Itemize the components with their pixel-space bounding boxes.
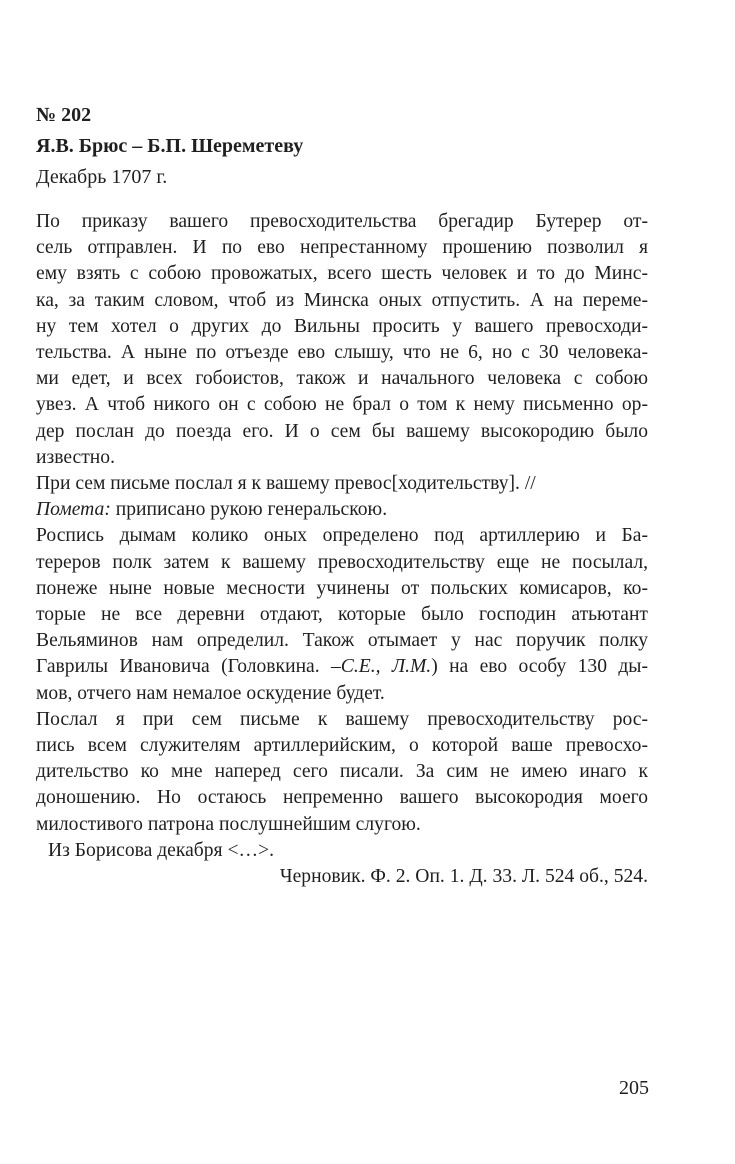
document-body	[36, 209, 648, 890]
paragraph-1-line: известно.	[36, 446, 115, 468]
paragraph-3-line	[36, 654, 648, 680]
paragraph-1-line: дер послан до поезда его. И о сем бы вашему высокородию было	[36, 420, 648, 442]
paragraph-3-line: мов, отчего нам немалое оскудение будет.	[36, 682, 385, 704]
document-title: Я.В. Брюс – Б.П. Шереметеву	[36, 135, 304, 157]
paragraph-1-line: ему взять с собою провожатых, всего шесть человек и то до Минс-	[36, 263, 648, 285]
paragraph-1-line: ка, за таким словом, чтоб из Минска оных отпустить. А на переме-	[36, 289, 648, 311]
paragraph-3	[36, 523, 648, 706]
note-line	[36, 497, 648, 523]
paragraph-1-line: По приказу вашего превосходительства брегадир Бутерер от-	[36, 211, 648, 232]
archive-reference: Черновик. Ф. 2. Оп. 1. Д. 33. Л. 524 об., 524.	[279, 866, 648, 888]
paragraph-4-line: Послал я при сем письме к вашему превосходительству рос-	[36, 708, 648, 730]
paragraph-4-line: милостивого патрона послушнейшим слугою.	[36, 813, 421, 835]
note-label: Помета:	[36, 499, 111, 521]
paragraph-3-line-6-end: ) на ево особу 130 ды-	[431, 656, 648, 678]
paragraph-1-line: тельства. А ныне по отъезде ево слышу, что не 6, но с 30 человека-	[36, 342, 648, 364]
paragraph-2	[36, 471, 648, 497]
paragraph-4-line: пись всем служителям артиллерийским, о которой ваше превосхо-	[36, 735, 648, 757]
closing-line: Из Борисова декабря <…>.	[48, 839, 275, 861]
paragraph-4-line: дительство ко мне наперед сего писали. За сим не имею инаго к	[36, 761, 648, 783]
note-text: приписано рукою генеральскою.	[110, 499, 388, 521]
paragraph-3-line: тереров полк затем к вашему превосходительству еще не посылал,	[36, 551, 648, 573]
paragraph-3-line: Вельяминов нам определил. Також отымает у нас поручик полку	[36, 630, 648, 652]
paragraph-4	[36, 707, 648, 838]
document-number: № 202	[36, 104, 92, 126]
paragraph-3-line: торые не все деревни отдают, которые было господин атьютант	[36, 604, 648, 626]
paragraph-1-line: ну тем хотел о других до Вильны просить у вашего превосходи-	[36, 315, 648, 337]
paragraph-1-line: увез. А чтоб никого он с собою не брал о том к нему письменно ор-	[36, 394, 648, 416]
paragraph-1-line: ми едет, и всех гобоистов, також и начального человека с собою	[36, 368, 648, 390]
note-paragraph	[36, 497, 648, 523]
page-number: 205	[619, 1077, 649, 1099]
paragraph-4-line: доношению. Но остаюсь непременно вашего высокородия моего	[36, 787, 648, 809]
paragraph-1-line: сель отправлен. И по ево непрестанному прошению позволил я	[36, 237, 648, 259]
editor-initials: –С.Е., Л.М.	[330, 656, 432, 678]
document-header	[36, 100, 676, 193]
paragraph-2-line: При сем письме послал я к вашему превос[ходительству]. //	[36, 473, 536, 495]
paragraph-3-line: Роспись дымам колико оных определено под артиллерию и Ба-	[36, 525, 648, 547]
paragraph-3-line: понеже ныне новые месности учинены от польских комисаров, ко-	[36, 577, 648, 599]
paragraph-1	[36, 209, 648, 471]
paragraph-3-line-6-start: Гаврилы Ивановича (Головкина.	[36, 656, 331, 678]
document-date: Декабрь 1707 г.	[36, 166, 168, 188]
